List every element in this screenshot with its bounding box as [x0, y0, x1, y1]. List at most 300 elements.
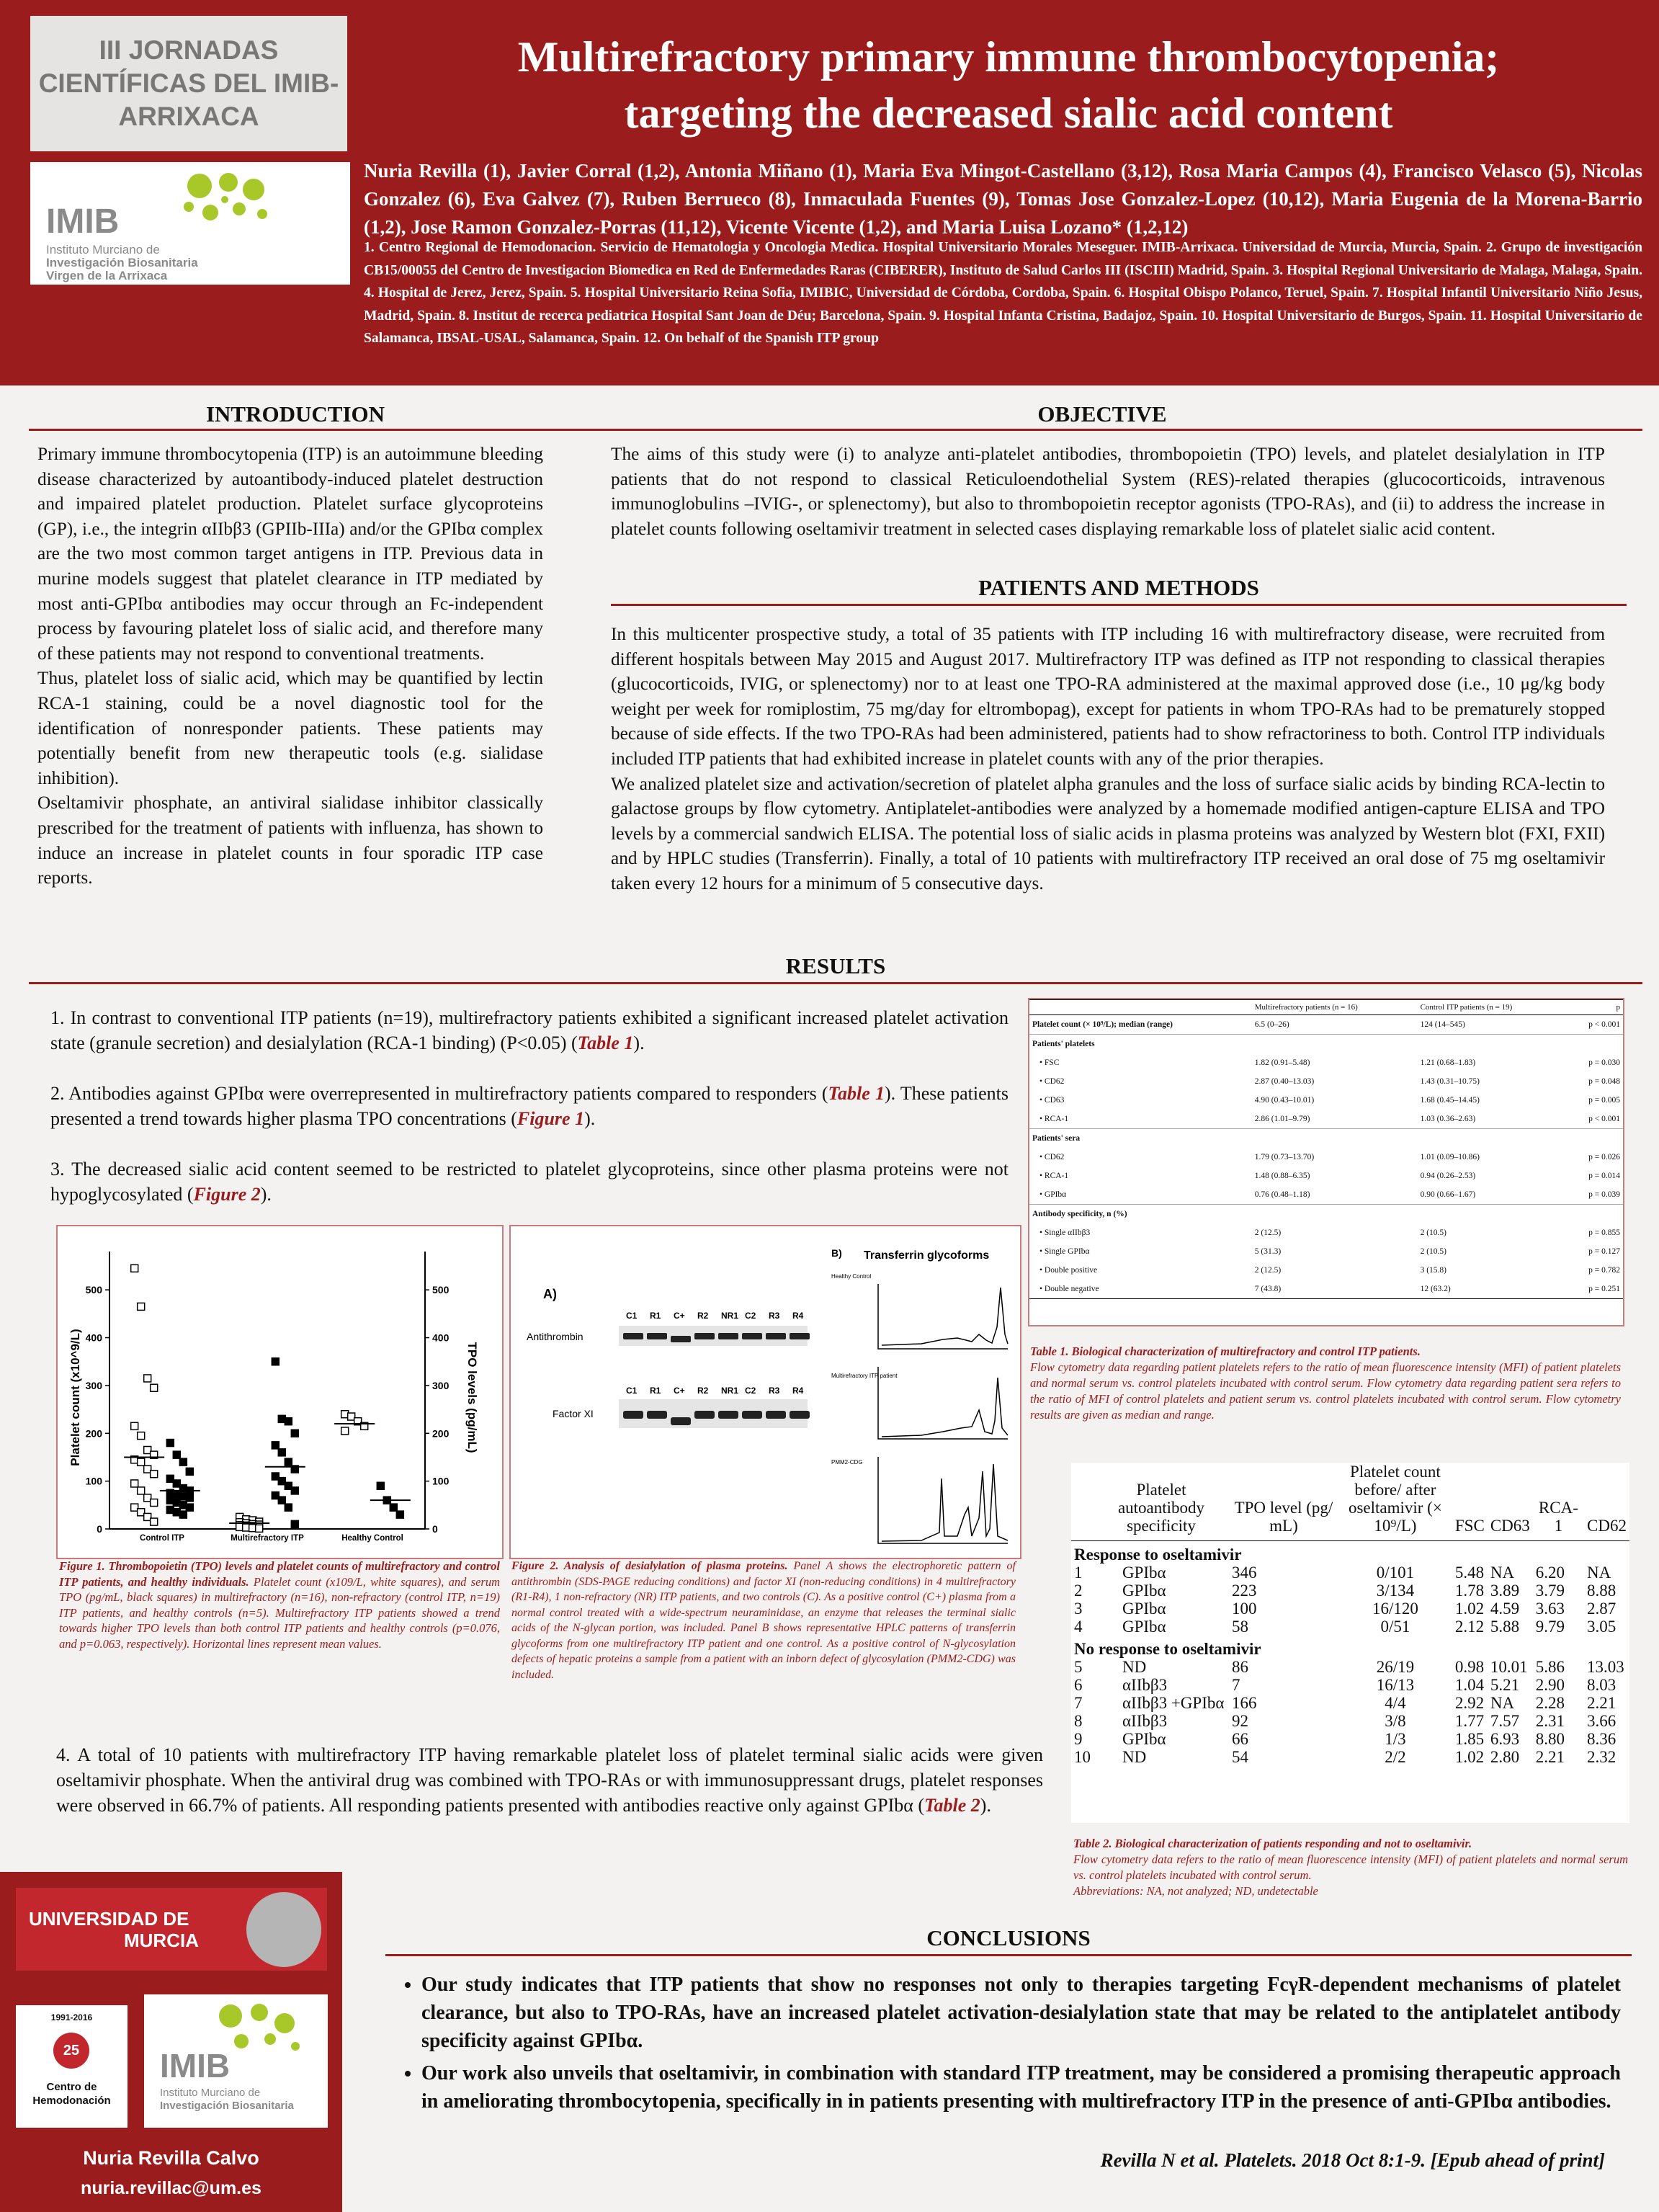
table-2-cell: 2.92 [1454, 1694, 1485, 1712]
methods-paragraph-1: In this multicenter prospective study, a total of 35 patients with ITP including 16 with multirefractory disease, were recruited from different hospitals between May 2015 and August 2017. Multirefractory ITP was defined as ITP not responding to classical therapies (glucocorticoids, IVIG, or splenectomy) nor to at least one TPO-RA administered at the maximal approved dose (i.e., 10 μg/kg body weight per week for romiplostim, 75 mg/day for eltrombopag), except for patients in whom TPO-RAs had to be prematurely stopped because of side effects. If the two TPO-RAs had been administered, patients had to show refractoriness to both. Control ITP individuals included ITP patients that had exhibited increase in platelet counts with any of the prior therapies. [611, 624, 1605, 769]
table-1-cell: • FSC [1039, 1058, 1060, 1067]
table-2-cell: 86 [1232, 1658, 1248, 1676]
figure-1-caption [59, 1558, 500, 1651]
table-2-cell: 1.02 [1454, 1748, 1485, 1766]
figure-2-caption-title: Figure 2. Analysis of desialylation of plasma proteins. [511, 1560, 788, 1572]
table-1-cell [1566, 1129, 1623, 1149]
table-1-cell: • Single αIIbβ3 [1039, 1228, 1091, 1237]
table-1-cell: p < 0.001 [1566, 1110, 1623, 1129]
conclusions-heading: CONCLUSIONS [926, 1925, 1091, 1950]
table-1-cell [1252, 1205, 1418, 1224]
table-1-cell: Antibody specificity, n (%) [1032, 1210, 1127, 1218]
result-1-end: ). [633, 1033, 645, 1053]
university-logo-line2: MURCIA [124, 1930, 199, 1951]
table-2-cell: GPIbα [1122, 1600, 1166, 1618]
table-2-cell: 5.48 [1454, 1564, 1485, 1582]
table-1-cell [1418, 1205, 1566, 1224]
y-tick-label: 300 [85, 1379, 102, 1391]
hemodonacion-badge: 25 [53, 2033, 89, 2069]
tpo-level-point [272, 1358, 279, 1365]
table-2-cell: 0.98 [1454, 1658, 1485, 1676]
gel-band [790, 1333, 810, 1339]
table-1-cell: 2.86 (1.01–9.79) [1252, 1110, 1418, 1129]
table-2-cell: NA [1587, 1564, 1611, 1582]
gel-band [766, 1411, 786, 1419]
table-1-cell [1566, 1205, 1623, 1224]
table-1-row [1029, 1053, 1623, 1072]
y-right-tick-label: 100 [432, 1475, 450, 1487]
table-1-cell: 1.82 (0.91–5.48) [1254, 1058, 1310, 1067]
y-right-tick-label: 200 [432, 1427, 450, 1440]
table-2-cell: 3.63 [1535, 1600, 1565, 1618]
table-2-cell: 1/3 [1385, 1730, 1406, 1748]
conclusions-list [385, 1971, 1621, 2120]
university-logo-line1: UNIVERSIDAD DE [29, 1908, 189, 1930]
result-4-end: ). [980, 1795, 991, 1816]
table-2-cell: 8.88 [1587, 1582, 1616, 1600]
table-2-cell: 8.80 [1535, 1730, 1565, 1748]
methods-heading: PATIENTS AND METHODS [978, 575, 1259, 600]
gel-band [742, 1333, 762, 1339]
table-2-row [1071, 1600, 1629, 1618]
table-2-caption-title: Table 2. Biological characterization of patients responding and not to oseltamivir. [1073, 1837, 1472, 1850]
table-2-header-cell: Platelet count before/ after oseltamivir (× 10⁹/L) [1338, 1463, 1452, 1541]
table-2-cell: 8 [1074, 1712, 1083, 1730]
lane-labels-bottom [626, 1386, 804, 1396]
result-2-mid: ). These patients presented a trend towards higher plasma TPO concentrations ( [50, 1083, 1009, 1129]
table-2-cell: ND [1122, 1748, 1147, 1766]
tpo-level-point [278, 1449, 285, 1456]
platelet-count-point [131, 1480, 138, 1487]
table-2-cell: 5.86 [1535, 1658, 1565, 1676]
table-2-cell: 1.78 [1454, 1582, 1485, 1600]
table-2-group-label: Response to oseltamivir [1074, 1546, 1242, 1564]
table-2-caption-text: Flow cytometry data refers to the ratio of mean fluorescence intensity (MFI) of patient platelets and normal serum vs. control platelets incubated with control serum. [1073, 1852, 1628, 1882]
y-right-tick-label: 0 [432, 1523, 438, 1535]
y-axis-label: Platelet count (x10^9/L) [68, 1329, 82, 1466]
gel-band [623, 1411, 643, 1419]
table-2-cell: 0/101 [1376, 1564, 1415, 1582]
table-2-cell: αIIbβ3 [1122, 1676, 1168, 1694]
objective-body: The aims of this study were (i) to analyze anti-platelet antibodies, thrombopoietin (TPO) levels, and platelet desialylation in ITP patients that do not respond to classical Reticuloendothelial System (RES)-related therapies (glucocorticoids, intravenous immunoglobulins –IVIG-, or splenectomy), but also to thrombopoietin receptor agonists (TPO-RAs), and (ii) to address the increase in platelet counts following oseltamivir treatment in selected cases displaying remarkable loss of platelet sialic acid content. [611, 444, 1605, 539]
gel-band [647, 1333, 667, 1339]
table-1-row [1029, 1223, 1623, 1242]
table-1-cell: • CD63 [1039, 1096, 1065, 1105]
footer-imib-line2: Investigación Biosanitaria [160, 2100, 294, 2112]
table-2-cell: 5 [1074, 1658, 1083, 1676]
table-1-row [1029, 1242, 1623, 1261]
table-2-cell: GPIbα [1122, 1582, 1166, 1600]
table-2-cell: 9 [1074, 1730, 1083, 1748]
table-2-header-cell: RCA-1 [1533, 1463, 1584, 1541]
result-1-ref[interactable]: Table 1 [577, 1033, 634, 1053]
table-1-cell: 5 (31.3) [1254, 1247, 1282, 1256]
table-1-cell [1566, 1035, 1623, 1054]
conclusion-2: • Our work also unveils that oseltamivir, in combination with standard ITP treatment, may be considered a promising therapeutic approach in ameliorating thrombocytopenia, specifically in in patients presenting with multirefractory ITP in the presence of anti-GPIbα antibodies. [421, 2059, 1621, 2115]
table-2-cell: 1.02 [1454, 1600, 1485, 1618]
table-1-cell: 1.21 (0.68–1.83) [1420, 1058, 1476, 1067]
table-1-row [1029, 1280, 1623, 1299]
tpo-level-point [285, 1418, 292, 1425]
figure-1 [56, 1225, 504, 1559]
table-1-cell: 2 (10.5) [1420, 1247, 1447, 1256]
y-right-tick-label: 400 [432, 1332, 450, 1344]
table-2-cell: 1.04 [1454, 1676, 1485, 1694]
table-2-cell: 3/134 [1376, 1582, 1415, 1600]
result-3-ref[interactable]: Figure 2 [193, 1184, 261, 1205]
y-right-tick-label: 500 [432, 1284, 450, 1296]
lane-label: R1 [650, 1311, 661, 1321]
lane-label: R2 [697, 1311, 709, 1321]
introduction-paragraph-1: Primary immune thrombocytopenia (ITP) is an autoimmune bleeding disease characterized by autoantibody-induced platelet destruction and impaired platelet production. Platelet surface glycoproteins (GP), i.e., the integrin αIIbβ3 (GPIIb-IIIa) and/or the GPIbα complex are the two most common target antigens in ITP. Previous data in murine models suggest that platelet clearance in ITP mediated by most anti-GPIbα antibodies may occur through an Fc-independent process by favouring platelet loss of sialic acid, and therefore many of these patients may not respond to conventional treatments. [37, 444, 543, 664]
y-right-tick-label: 300 [432, 1379, 450, 1391]
table-1-cell: p = 0.048 [1588, 1077, 1620, 1086]
table-2-cell: 3/8 [1385, 1712, 1406, 1730]
table-1-cell: p = 0.014 [1588, 1172, 1620, 1180]
table-1-cell: p = 0.026 [1588, 1153, 1620, 1161]
table-1-cell: • Double positive [1039, 1266, 1098, 1275]
table-2-cell: 54 [1232, 1748, 1248, 1766]
title-line-1: Multirefractory primary immune thrombocytopenia; [517, 33, 1500, 81]
result-4-ref[interactable]: Table 2 [924, 1795, 980, 1816]
table-1-cell: 12 (63.2) [1418, 1280, 1566, 1299]
conference-label [30, 16, 347, 151]
figure-2-caption-text: Panel A shows the electrophoretic pattern of antithrombin (SDS-PAGE reducing conditions) and factor XI (non-reducing conditions) in 4 multirefractory (R1-R4), 1 non-refractory (NR) ITP patients, and two controls (C). As a positive control (C+) plasma from a normal control treated with a wide-spectrum neuraminidase, an enzyme that releases the terminal sialic acids of the N-glycan portion, was included. Panel B shows representative HPLC patterns of transferrin glycoforms from one multirefractory ITP patient and one control. As a positive control of N-glycosylation defects of hepatic proteins a sample from a patient with an inborn defect of glycosylation (PMM2-CDG) was included. [511, 1560, 1016, 1681]
lane-label: C+ [674, 1311, 685, 1321]
table-2-cell: 16/120 [1372, 1600, 1418, 1618]
tpo-level-point [390, 1504, 397, 1511]
table-2-cell: NA [1490, 1694, 1515, 1712]
hemodonacion-years: 1991-2016 [50, 2012, 93, 2023]
table-1-cell: 124 (14–545) [1418, 1015, 1566, 1035]
table-2-cell: 2.80 [1490, 1748, 1520, 1766]
table-2-cell: 2 [1074, 1582, 1083, 1600]
conclusions-bullets [385, 1971, 1621, 2115]
trace-2-label: Multirefractory ITP patient [831, 1373, 898, 1379]
methods-rule [611, 604, 1627, 606]
table-2-group-label: No response to oseltamivir [1074, 1640, 1261, 1658]
platelet-count-point [151, 1499, 158, 1507]
objective-rule [555, 429, 1642, 431]
table-1-row [1029, 1148, 1623, 1167]
table-2-caption [1073, 1836, 1628, 1899]
table-2-cell: 2.90 [1535, 1676, 1565, 1694]
table-2-cell: 346 [1232, 1564, 1257, 1582]
figure-1-caption-title: Figure 1. Thrombopoietin (TPO) levels and platelet counts of multirefractory and control ITP patients, and healthy individuals. [59, 1559, 500, 1589]
introduction-rule [29, 429, 562, 431]
table-2-header-cell: CD63 [1488, 1463, 1533, 1541]
table-2-cell: 10 [1074, 1748, 1091, 1766]
trace-2-axes [878, 1367, 1008, 1439]
table-2-group-row [1071, 1541, 1629, 1564]
table-1-cell: • RCA-1 [1039, 1172, 1069, 1180]
y-tick-label: 500 [85, 1284, 102, 1296]
table-1-row [1029, 1185, 1623, 1205]
table-2-cell: 7 [1232, 1676, 1240, 1694]
hemodonacion-name-line1: Centro de [46, 2081, 97, 2093]
table-1-row [1029, 1072, 1623, 1091]
table-2-row [1071, 1748, 1629, 1766]
table-1-cell: 7 (43.8) [1252, 1280, 1418, 1299]
poster-title [375, 29, 1642, 141]
table-2-cell: 4 [1074, 1618, 1083, 1636]
table-2-cell: GPIbα [1122, 1564, 1166, 1582]
table-1-cell: 2.87 (0.40–13.03) [1254, 1077, 1315, 1086]
tpo-level-point [377, 1482, 384, 1489]
table-1-cell: 4.90 (0.43–10.01) [1254, 1096, 1315, 1105]
trace-3-label: PMM2-CDG [831, 1459, 863, 1466]
gel-band [742, 1411, 762, 1419]
table-1-cell: 6.5 (0–26) [1252, 1015, 1418, 1035]
table-1-header-row [1029, 1000, 1623, 1015]
table-1-cell: p < 0.001 [1566, 1015, 1623, 1035]
table-2-header-row [1071, 1463, 1629, 1541]
table-2-row [1071, 1618, 1629, 1636]
y-right-axis-label: TPO levels (pg/mL) [465, 1342, 479, 1453]
table-1-cell: Patients' platelets [1032, 1040, 1095, 1048]
table-2-cell: 100 [1232, 1600, 1257, 1618]
table-2-cell: 92 [1232, 1712, 1248, 1730]
figure-2-graphic [511, 1226, 1020, 1558]
table-2-cell: 4/4 [1385, 1694, 1406, 1712]
lane-label: NR1 [721, 1386, 739, 1396]
table-2-cell: NA [1490, 1564, 1515, 1582]
table-2-header-cell: Platelet autoantibody specificity [1094, 1463, 1229, 1541]
table-2-cell: 2.28 [1535, 1694, 1565, 1712]
lane-label: C1 [626, 1386, 638, 1396]
hemodonacion-name-line2: Hemodonación [32, 2095, 111, 2107]
y-tick-label: 200 [85, 1427, 102, 1440]
trace-2-line [882, 1378, 1008, 1437]
table-1-cell [1418, 1129, 1566, 1149]
y-tick-label: 100 [85, 1475, 102, 1487]
table-2-row [1071, 1676, 1629, 1694]
gel-band [718, 1333, 738, 1339]
platelet-count-point [138, 1458, 145, 1466]
gel-band [694, 1411, 715, 1419]
result-4 [56, 1742, 1043, 1818]
table-2-row [1071, 1694, 1629, 1712]
table-2-cell: 0/51 [1380, 1618, 1410, 1636]
table-1-cell: 2 (12.5) [1254, 1228, 1282, 1237]
table-1-cell: 1.79 (0.73–13.70) [1254, 1153, 1315, 1161]
gel-band [647, 1411, 667, 1419]
lane-label: R2 [697, 1386, 709, 1396]
university-seal-icon [246, 1892, 321, 1967]
platelet-count-point [341, 1427, 349, 1435]
table-2-row [1071, 1730, 1629, 1748]
tpo-level-point [291, 1430, 298, 1437]
table-2-cell: 2/2 [1385, 1748, 1406, 1766]
table-2-cell: GPIbα [1122, 1730, 1166, 1748]
table-2-header-cell: TPO level (pg/ mL) [1229, 1463, 1338, 1541]
table-1-row [1029, 1015, 1623, 1035]
table-1-header-cell: Multirefractory patients (n = 16) [1252, 1000, 1418, 1015]
table-2-grid [1071, 1463, 1629, 1766]
table-2-cell: 223 [1232, 1582, 1257, 1600]
table-1-cell: 0.90 (0.66–1.67) [1418, 1185, 1566, 1205]
result-2-ref2[interactable]: Figure 1 [517, 1108, 585, 1129]
table-1-row [1029, 1129, 1623, 1149]
citation-reference: Revilla N et al. Platelets. 2018 Oct 8:1-9. [Epub ahead of print] [1100, 2149, 1605, 2171]
lane-label: R4 [792, 1386, 804, 1396]
table-2-cell: αIIbβ3 +GPIbα [1122, 1694, 1225, 1712]
table-2-row [1071, 1564, 1629, 1582]
factor-xi-label: Factor XI [553, 1408, 594, 1419]
table-1-cell: 1.68 (0.45–14.45) [1420, 1096, 1480, 1105]
y-tick-label: 0 [97, 1523, 102, 1535]
table-2-cell: 58 [1232, 1618, 1248, 1636]
result-1 [50, 1005, 1009, 1056]
tpo-level-point [285, 1458, 292, 1466]
table-1-cell: • Double negative [1029, 1280, 1252, 1299]
tpo-level-point [179, 1458, 187, 1466]
antithrombin-label: Antithrombin [527, 1331, 583, 1342]
methods-paragraph-2: We analized platelet size and activation/secretion of platelet alpha granules and the loss of surface sialic acids by binding RCA-lectin to galactose groups by flow cytometry. Antiplatelet-antibodies were analyzed by a homemade modified antigen-capture ELISA and TPO levels by a commercial sandwich ELISA. The potential loss of sialic acids in plasma proteins was analyzed by Western blot (FXI, FXII) and by HPLC studies (Transferrin). Finally, a total of 10 patients with multirefractory ITP received an oral dose of 75 mg oseltamivir taken every 12 hours for a minimum of 5 consecutive days. [611, 773, 1605, 893]
tpo-level-point [272, 1442, 279, 1449]
conference-text: III JORNADAS CIENTÍFICAS DEL IMIB-ARRIXACA [38, 35, 339, 131]
table-2-abbreviations: Abbreviations: NA, not analyzed; ND, undetectable [1073, 1884, 1318, 1898]
figure-1-caption-text: Platelet count (x109/L, white squares), and serum TPO (pg/mL, black squares) in multirefractory (n=16), non-refractory (control ITP, n=19) ITP patients, and healthy controls (n=5). Multirefractory ITP patients showed a trend towards higher TPO levels than both control ITP patients and healthy controls (p=0.076, and p=0.063, respectively). Horizontal lines represent mean values. [59, 1574, 500, 1651]
tpo-level-point [285, 1504, 292, 1511]
tpo-level-point [186, 1504, 193, 1511]
table-1-cell: 3 (15.8) [1420, 1266, 1447, 1275]
table-1-cell: Patients' sera [1032, 1134, 1081, 1143]
table-1-row [1029, 1167, 1623, 1185]
lane-label: C2 [745, 1311, 756, 1321]
footer-imib-title: IMIB [160, 2047, 231, 2084]
platelet-count-point [131, 1422, 138, 1430]
table-1-cell [1252, 1035, 1418, 1054]
table-2-cell: 1.77 [1454, 1712, 1485, 1730]
gel-band [623, 1333, 643, 1339]
figure-2-panel-b-label: B) [831, 1247, 842, 1259]
introduction-paragraph-3: Oseltamivir phosphate, an antiviral sialidase inhibitor classically prescribed for the treatment of patients with influenza, has shown to induce an increase in platelet counts in four sporadic ITP case reports. [37, 793, 543, 888]
table-1-header-cell: p [1566, 1000, 1623, 1015]
table-2-cell: 3.79 [1535, 1582, 1565, 1600]
lane-label: NR1 [721, 1311, 739, 1321]
conclusion-1: • Our study indicates that ITP patients that show no responses not only to therapies targeting FcγR-dependent mechanisms of platelet clearance, but also to TPO-RAs, have an increased platelet activation-desialylation state that may be related to the antiplatelet antibody specificity against GPIbα. [421, 1971, 1621, 2055]
tpo-level-point [291, 1520, 298, 1528]
table-2-cell: 4.59 [1490, 1600, 1520, 1618]
table-1-cell: • RCA-1 [1029, 1110, 1252, 1129]
platelet-count-point [138, 1432, 145, 1440]
result-2-ref[interactable]: Table 1 [828, 1083, 885, 1104]
platelet-count-point [131, 1265, 138, 1272]
table-2-header-cell [1071, 1463, 1094, 1541]
result-3-text: 3. The decreased sialic acid content seemed to be restricted to platelet glycoproteins, since other plasma proteins were not hypoglycosylated ( [50, 1159, 1009, 1205]
table-2-cell: 16/13 [1376, 1676, 1415, 1694]
figure-2 [509, 1225, 1021, 1559]
table-1-row [1029, 1110, 1623, 1129]
platelet-count-point [151, 1471, 158, 1478]
x-category-label: Multirefractory ITP [231, 1534, 304, 1543]
table-2-cell: 2.31 [1535, 1712, 1565, 1730]
trace-3-line [882, 1464, 1008, 1541]
result-3-end: ). [260, 1184, 272, 1205]
author-list: Nuria Revilla (1), Javier Corral (1,2), Antonia Miñano (1), Maria Eva Mingot-Castellano (3,12), Rosa Maria Campos (4), Francisco Velasco (5), Nicolas Gonzalez (6), Eva Galvez (7), Ruben Berrueco (8), Inmaculada Fuentes (9), Tomas Jose Gonzalez-Lopez (10,12), Maria Eugenia de la Morena-Barrio (1,2), Jose Ramon Gonzalez-Porras (11,12), Vicente Vicente (1,2), and Maria Luisa Lozano* (1,2,12) [364, 160, 1642, 238]
footer-imib-line1: Instituto Murciano de [160, 2087, 261, 2099]
imib-logo-line2: Investigación Biosanitaria [46, 256, 198, 269]
table-2-cell: 2.21 [1587, 1694, 1616, 1712]
table-1-cell: 1.03 (0.36–2.63) [1418, 1110, 1566, 1129]
table-2-cell: 3.66 [1587, 1712, 1616, 1730]
lane-label: R3 [769, 1311, 780, 1321]
x-category-label: Healthy Control [341, 1534, 403, 1543]
introduction-paragraph-2: Thus, platelet loss of sialic acid, which may be quantified by lectin RCA-1 staining, could be a novel diagnostic tool for the identification of nonresponder patients. These patients may potentially benefit from new therapeutic tools (e.g. sialidase inhibition). [37, 668, 543, 788]
table-1-cell: p = 0.039 [1566, 1185, 1623, 1205]
table-1-header-cell: Control ITP patients (n = 19) [1418, 1000, 1566, 1015]
table-1-row [1029, 1035, 1623, 1054]
imib-logo-title: IMIB [46, 202, 120, 241]
table-2-cell: 6 [1074, 1676, 1083, 1694]
gel-band [718, 1411, 738, 1419]
table-2-cell: 26/19 [1376, 1658, 1415, 1676]
table-2-cell: 2.21 [1535, 1748, 1565, 1766]
results-heading: RESULTS [785, 953, 886, 978]
contact-email[interactable]: nuria.revillac@um.es [81, 2178, 261, 2198]
table-2-cell: 8.03 [1587, 1676, 1616, 1694]
table-1-cell: 1.43 (0.31–10.75) [1420, 1077, 1480, 1086]
imib-logo [30, 162, 350, 285]
table-2-cell: 66 [1232, 1730, 1248, 1748]
table-1-cell [1418, 1035, 1566, 1054]
lane-label: R4 [792, 1311, 804, 1321]
table-2-cell: 166 [1232, 1694, 1257, 1712]
lane-label: C+ [674, 1386, 685, 1396]
footer-imib-logo [144, 1994, 328, 2128]
table-1-cell: p = 0.030 [1588, 1058, 1620, 1067]
table-1-cell: p = 0.251 [1566, 1280, 1623, 1299]
table-2-cell: 8.36 [1587, 1730, 1616, 1748]
table-2-cell: 10.01 [1490, 1658, 1528, 1676]
university-logo [16, 1888, 327, 1971]
contact-name: Nuria Revilla Calvo [83, 2147, 259, 2169]
table-2-cell: 5.88 [1490, 1618, 1520, 1636]
table-1-cell: p = 0.782 [1588, 1266, 1620, 1275]
table-1-row [1029, 1261, 1623, 1280]
table-2-cell: 5.21 [1490, 1676, 1520, 1694]
x-category-label: Control ITP [140, 1534, 184, 1543]
gel-band [766, 1333, 786, 1339]
table-2-row [1071, 1658, 1629, 1676]
table-1-cell: p = 0.005 [1588, 1096, 1620, 1105]
platelet-count-point [256, 1525, 263, 1532]
platelet-count-point [151, 1384, 158, 1391]
gel-band [790, 1411, 810, 1419]
table-2-header-cell: CD62 [1584, 1463, 1629, 1541]
gel-band [671, 1417, 691, 1425]
table-2-cell: 2.32 [1587, 1748, 1616, 1766]
gel-band [694, 1333, 715, 1339]
hplc-traces [878, 1284, 1008, 1543]
table-1-cell: • GPIbα [1029, 1185, 1252, 1205]
footer-panel [0, 1872, 342, 2212]
table-1-cell: p = 0.855 [1588, 1228, 1620, 1237]
introduction-body [37, 442, 543, 891]
platelet-count-point [138, 1303, 145, 1310]
tpo-level-point [291, 1487, 298, 1494]
imib-logo-line1: Instituto Murciano de [46, 243, 160, 257]
table-1-cell: • Single GPIbα [1039, 1247, 1090, 1256]
table-1-row [1029, 1091, 1623, 1110]
platelet-count-point [138, 1487, 145, 1494]
affiliations: 1. Centro Regional de Hemodonacion. Servicio de Hematologia y Oncologia Medica. Hospital Universitario Morales Meseguer. IMIB-Arrixaca. Universidad de Murcia, Murcia, Spain. 2. Grupo de investigación CB15/00055 del Centro de Investigacion Biomedica en Red de Enfermedades Raras (CIBERER), Instituto de Salud Carlos III (ISCIII) Madrid, Spain. 3. Hospital Regional Universitario de Malaga, Malaga, Spain. 4. Hospital de Jerez, Jerez, Spain. 5. Hospital Universitario Reina Sofia, IMIBIC, Universidad de Córdoba, Cordoba, Spain. 6. Hospital Obispo Polanco, Teruel, Spain. 7. Hospital Infantil Universitario Niño Jesus, Madrid, Spain. 8. Institut de recerca pediatrica Hospital Sant Joan de Déu; Barcelona, Spain. 9. Hospital Infanta Cristina, Badajoz, Spain. 10. Hospital Universitario de Burgos, Spain. 11. Hospital Universitario de Salamanca, IBSAL-USAL, Salamanca, Spain. 12. On behalf of the Spanish ITP group [364, 240, 1642, 346]
table-1-header-cell [1029, 1000, 1252, 1015]
table-1-cell: 1.01 (0.09–10.86) [1420, 1153, 1480, 1161]
table-2-cell: 3.89 [1490, 1582, 1520, 1600]
trace-1-label: Healthy Control [831, 1273, 872, 1280]
